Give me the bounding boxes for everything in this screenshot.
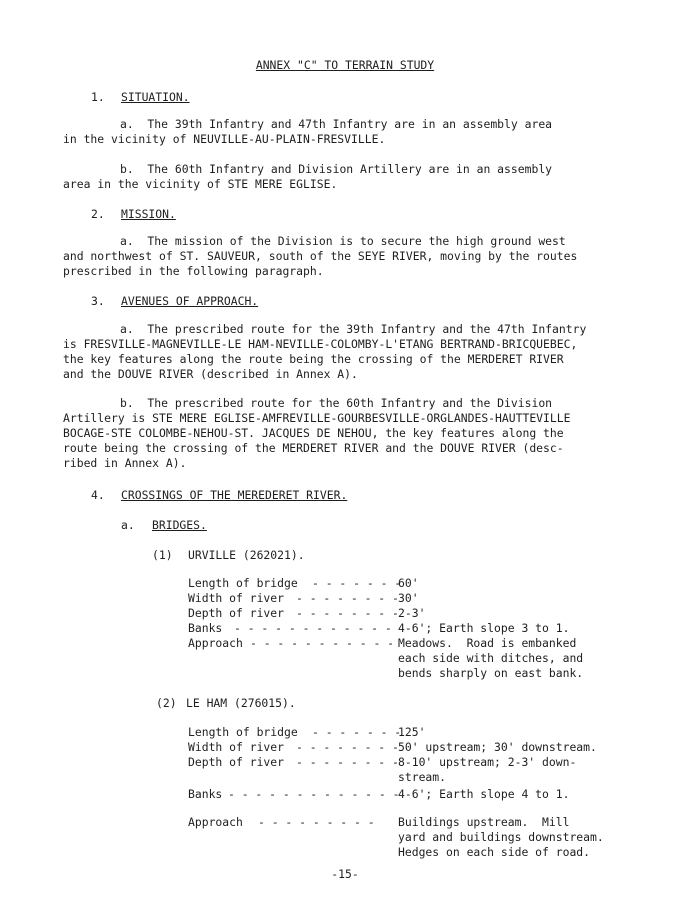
bridge-1-row-value: each side with ditches, and xyxy=(398,651,584,665)
bridge-1-row-dashes: - - - - - - - - xyxy=(296,591,399,605)
bridge-1-row-label: Width of river xyxy=(188,591,285,605)
s3-para-b-line5: ribed in Annex A). xyxy=(63,456,187,470)
title-text: ANNEX "C" TO TERRAIN STUDY xyxy=(255,58,435,72)
bridge-2-row-value: Hedges on each side of road. xyxy=(398,845,591,859)
bridge-2-row-label: Length of bridge xyxy=(188,725,298,739)
bridge-1-row-dashes: - - - - - - - - xyxy=(296,606,399,620)
bridge-2-number: (2) xyxy=(156,696,177,710)
document-title xyxy=(0,58,690,73)
bridge-2-row-dashes: - - - - - - - - xyxy=(296,740,399,754)
page-number: -15- xyxy=(331,867,359,881)
bridge-2-row-value: yard and buildings downstream. xyxy=(398,830,604,844)
bridge-1-row-dashes: - - - - - - - - - - - xyxy=(250,636,395,650)
bridge-2-row-dashes: - - - - - - - - xyxy=(296,755,399,769)
s1-para-b-line2: area in the vicinity of STE MERE EGLISE. xyxy=(63,177,338,191)
bridge-1-row-value: bends sharply on east bank. xyxy=(398,666,584,680)
bridge-1-row-dashes: - - - - - - - - - - - - xyxy=(234,621,392,635)
section-2-number: 2. xyxy=(91,207,105,221)
bridge-2-row-label: Width of river xyxy=(188,740,285,754)
bridge-1-row-value: Meadows. Road is embanked xyxy=(398,636,577,650)
bridge-1-name: URVILLE (262021). xyxy=(188,548,305,562)
s3-para-b-line1: b. The prescribed route for the 60th Infantry and the Division xyxy=(120,396,553,410)
bridge-2-row-value: stream. xyxy=(398,770,447,784)
s4-sub-a-heading: BRIDGES. xyxy=(152,518,207,532)
bridge-2-row-label: Banks xyxy=(188,787,223,801)
section-3-heading: AVENUES OF APPROACH. xyxy=(121,294,259,308)
bridge-2-row-dashes: - - - - - - - - - - - - - xyxy=(228,787,400,801)
bridge-1-row-value: 60' xyxy=(398,576,419,590)
section-3-number: 3. xyxy=(91,294,105,308)
section-1-heading: SITUATION. xyxy=(121,90,190,104)
s1-para-b-line1: b. The 60th Infantry and Division Artillery are in an assembly xyxy=(120,162,553,176)
s3-para-a-line3: the key features along the route being the crossing of the MERDERET RIVER xyxy=(63,352,564,366)
bridge-2-row-value: 125' xyxy=(398,725,426,739)
s2-para-a-line2: and northwest of ST. SAUVEUR, south of the SEYE RIVER, moving by the routes xyxy=(63,249,578,263)
s3-para-b-line2: Artillery is STE MERE EGLISE-AMFREVILLE-GOURBESVILLE-ORGLANDES-HAUTTEVILLE xyxy=(63,411,571,425)
section-2-heading: MISSION. xyxy=(121,207,176,221)
bridge-2-row-dashes: - - - - - - - - - xyxy=(258,815,375,829)
bridge-1-row-value: 2-3' xyxy=(398,606,426,620)
bridge-1-row-label: Depth of river xyxy=(188,606,285,620)
bridge-1-row-dashes: - - - - - - - xyxy=(312,576,402,590)
bridge-2-row-value: Buildings upstream. Mill xyxy=(398,815,570,829)
bridge-2-name: LE HAM (276015). xyxy=(186,696,296,710)
section-1-number: 1. xyxy=(91,90,105,104)
bridge-2-row-label: Depth of river xyxy=(188,755,285,769)
bridge-1-row-value: 4-6'; Earth slope 3 to 1. xyxy=(398,621,570,635)
s2-para-a-line3: prescribed in the following paragraph. xyxy=(63,264,324,278)
s3-para-a-line4: and the DOUVE RIVER (described in Annex A). xyxy=(63,367,358,381)
bridge-1-row-label: Length of bridge xyxy=(188,576,298,590)
bridge-1-row-label: Banks xyxy=(188,621,223,635)
s3-para-b-line4: route being the crossing of the MERDERET RIVER and the DOUVE RIVER (desc- xyxy=(63,441,564,455)
bridge-2-row-value: 50' upstream; 30' downstream. xyxy=(398,740,597,754)
s2-para-a-line1: a. The mission of the Division is to secure the high ground west xyxy=(120,234,566,248)
bridge-1-row-label: Approach xyxy=(188,636,243,650)
bridge-2-row-dashes: - - - - - - - xyxy=(312,725,402,739)
section-4-number: 4. xyxy=(91,488,105,502)
s1-para-a-line1: a. The 39th Infantry and 47th Infantry are in an assembly area xyxy=(120,117,553,131)
section-4-heading: CROSSINGS OF THE MEREDERET RIVER. xyxy=(121,488,348,502)
s3-para-a-line1: a. The prescribed route for the 39th Infantry and the 47th Infantry xyxy=(120,322,587,336)
s3-para-b-line3: BOCAGE-STE COLOMBE-NEHOU-ST. JACQUES DE NEHOU, the key features along the xyxy=(63,426,564,440)
bridge-2-row-value: 4-6'; Earth slope 4 to 1. xyxy=(398,787,570,801)
bridge-2-row-label: Approach xyxy=(188,815,243,829)
s4-sub-a-label: a. xyxy=(121,518,135,532)
bridge-2-row-value: 8-10' upstream; 2-3' down- xyxy=(398,755,577,769)
bridge-1-row-value: 30' xyxy=(398,591,419,605)
s1-para-a-line2: in the vicinity of NEUVILLE-AU-PLAIN-FRESVILLE. xyxy=(63,132,386,146)
bridge-1-number: (1) xyxy=(152,548,173,562)
s3-para-a-line2: is FRESVILLE-MAGNEVILLE-LE HAM-NEVILLE-COLOMBY-L'ETANG BERTRAND-BRICQUEBEC, xyxy=(63,337,578,351)
